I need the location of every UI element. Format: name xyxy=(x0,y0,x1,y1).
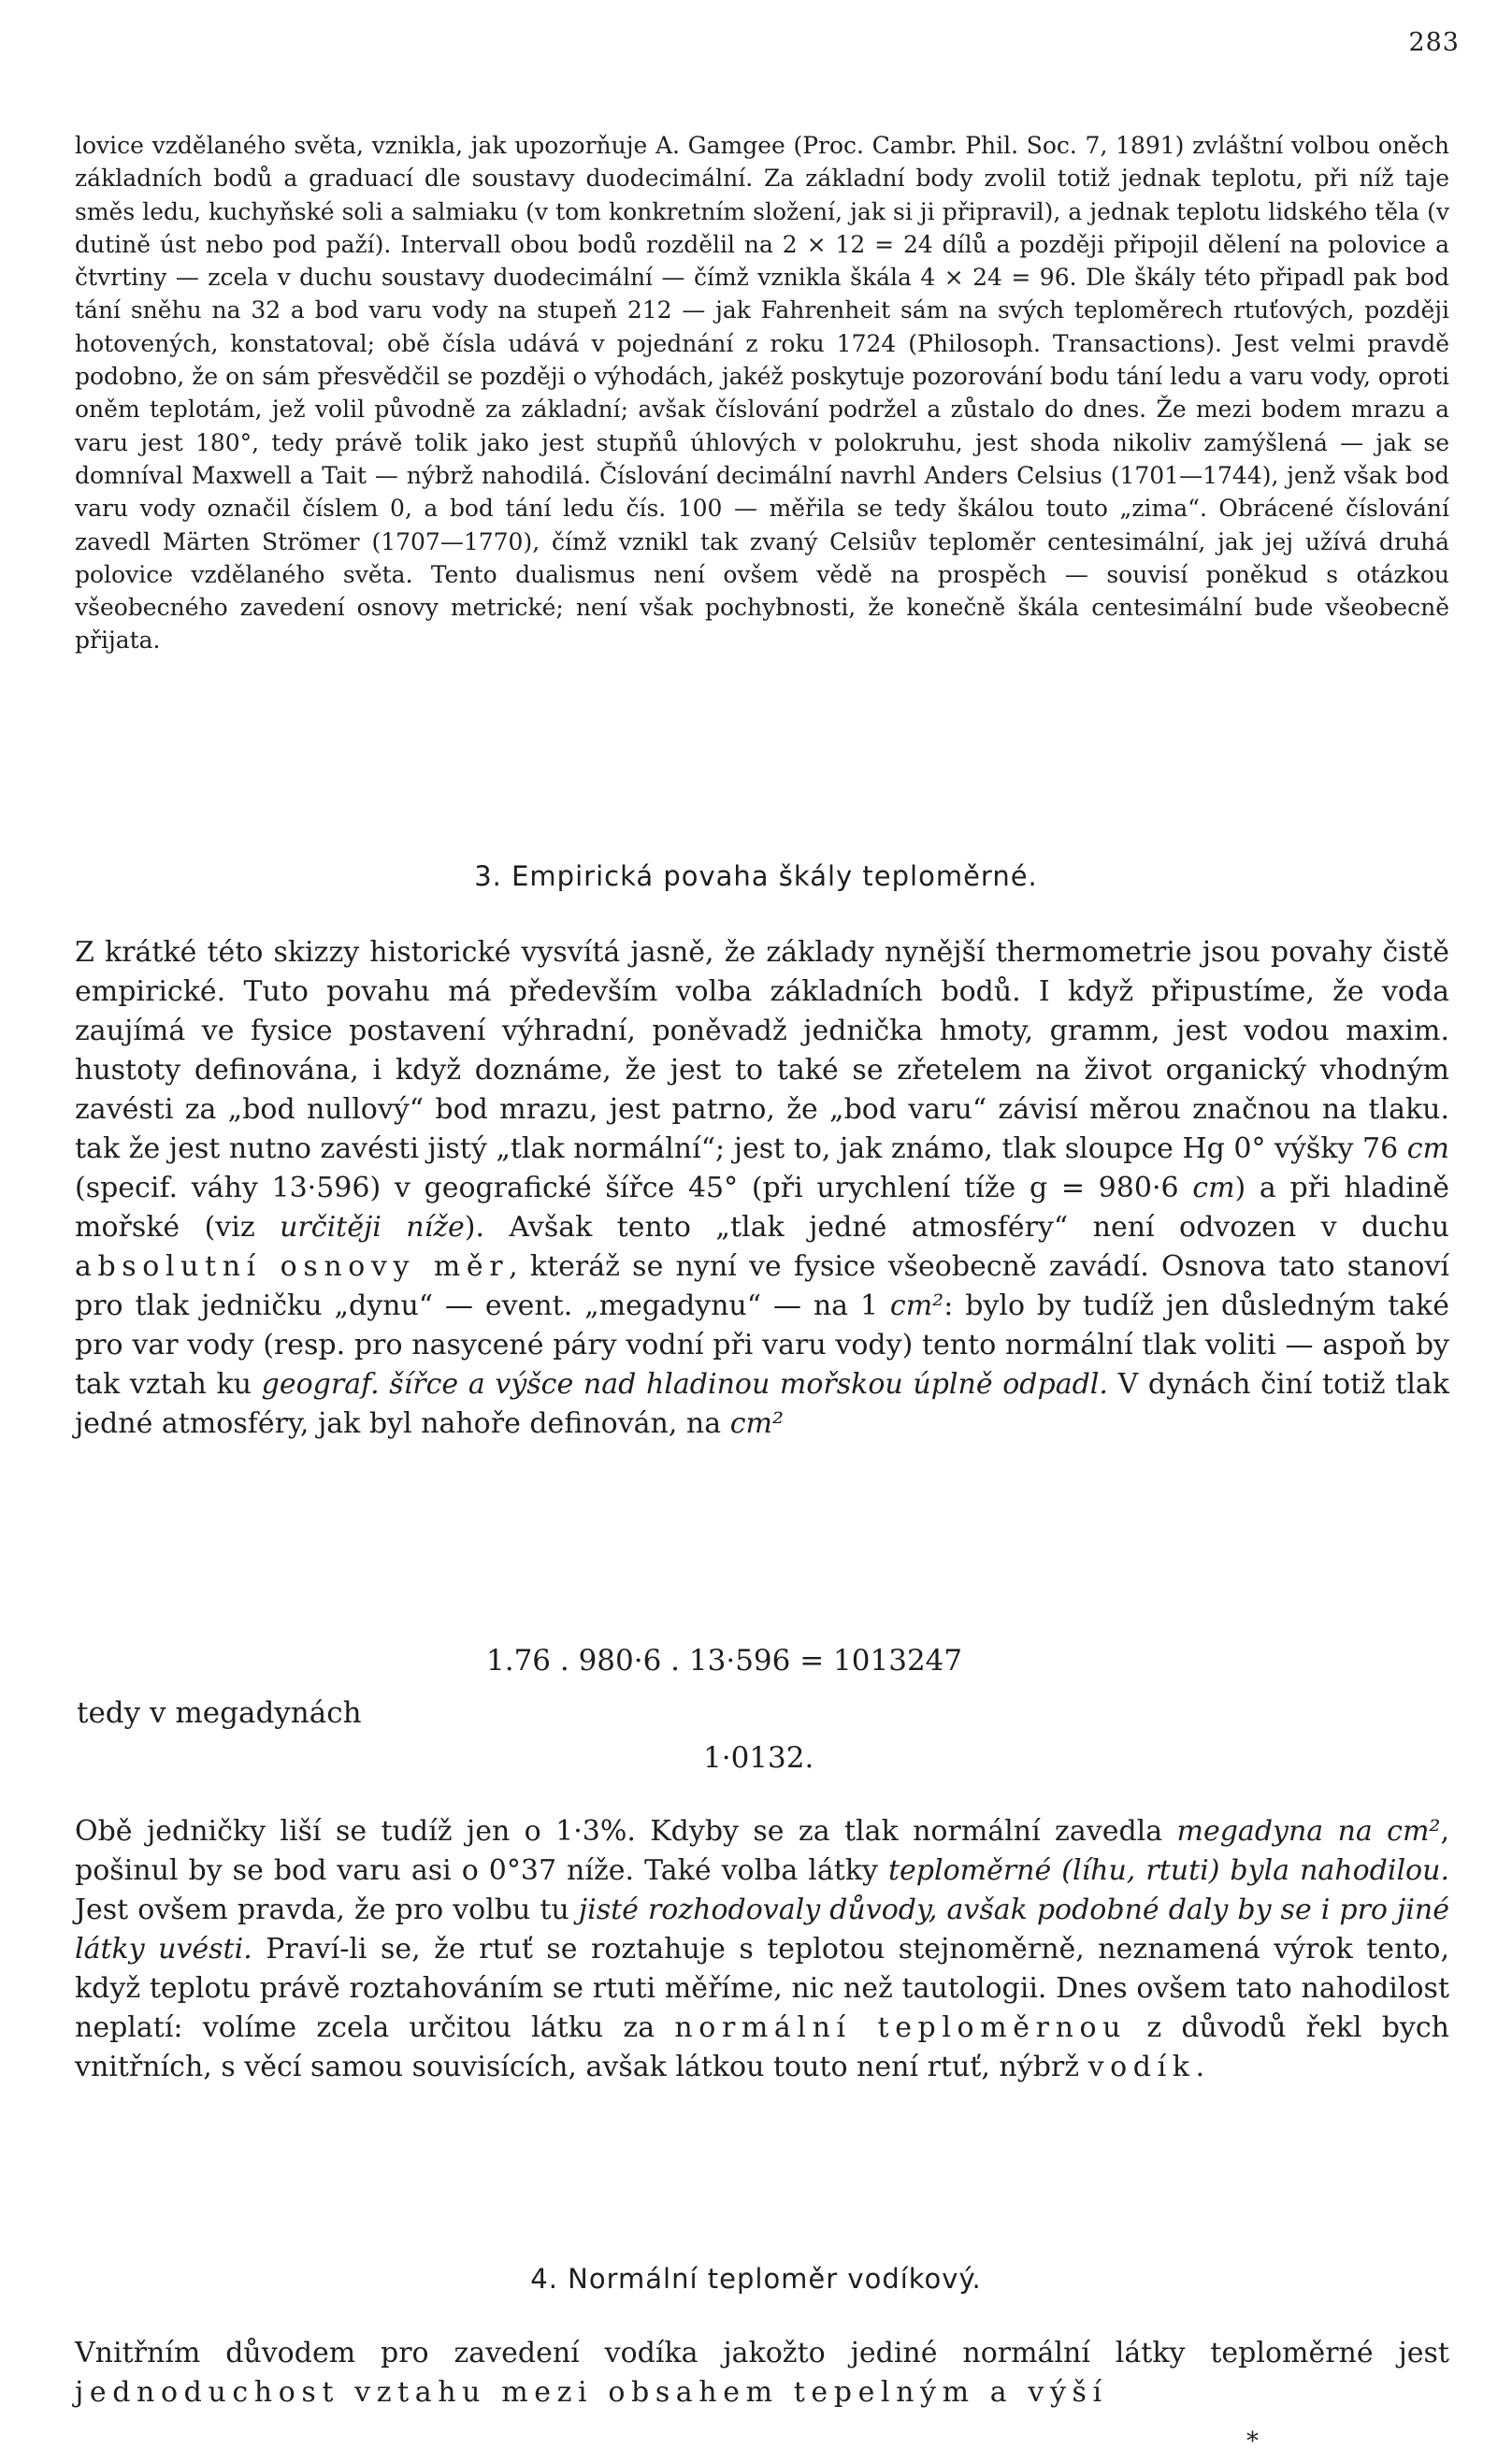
p2-text-e: ). Avšak tento „tlak jedné atmosféry“ není odvozen v duchu xyxy=(464,1211,1449,1244)
p3-emphasis-hydrogen: vodík. xyxy=(1087,2051,1211,2083)
p2-emphasis-absolute-system: absolutní osnovy měr xyxy=(75,1250,510,1283)
p2-text-a: Z krátké této skizzy historické vysvítá jasně, že základy nynější thermometrie jsou povahy čistě empirické. Tuto povahu má především volba základních bodů. I když připustíme, že voda zaujímá ve fysice postavení výhradní, poněvadž jednička hmoty, gramm, jest vodou maxim. hustoty definována, i když doznáme, že jest to také se zřetelem na život organický vhodným zavésti za „bod nullový“ bod mrazu, jest patrno, že „bod varu“ závisí měrou značnou na tlaku. tak že jest nutno zavésti jistý „tlak normální“; jest to, jak známo, tlak sloupce Hg 0° výšky 76 xyxy=(75,936,1449,1165)
p3-text-e: Jest ovšem pravda, že pro volbu tu xyxy=(75,1894,569,1926)
formula-line-1: 1.76 . 980·6 . 13·596 = 1013247 xyxy=(486,1644,963,1678)
paragraph-empirical xyxy=(75,933,1449,1444)
p2-unit-cm-2: cm xyxy=(1192,1172,1235,1204)
paragraph-units xyxy=(75,1812,1449,2087)
p4-text-a: Vnitřním důvodem pro zavedení vodíka jakožto jediné normální látky teploměrné jest xyxy=(75,2337,1449,2369)
p3-text-g: Praví-li se, že rtuť se roztahuje s teplotou stejnoměrně, neznamená výrok tento, když teplotu právě roztahováním se rtuti měříme, nic než tautologii. Dnes ovšem tato nahodilost neplatí: volíme zcela určitou látku za xyxy=(75,1933,1450,2044)
section-heading-3: 3. Empirická povaha škály teploměrné. xyxy=(474,860,1038,892)
p2-text-m: V dynách činí totiž tlak jedné atmosféry, jak byl nahoře definován, na xyxy=(75,1368,1449,1440)
p3-text-a: Obě jedničky liší se tudíž jen o 1·3%. Kdyby se za tlak normální zavedla xyxy=(75,1815,1163,1848)
p3-text-c: , pošinul by se bod varu asi o 0°37 níže. Také volba látky xyxy=(75,1815,1449,1887)
page-number: 283 xyxy=(1408,28,1460,57)
p3-text-f: jisté rozhodovaly důvody, avšak podobné daly by se i pro jiné látky uvésti. xyxy=(75,1894,1449,1966)
paragraph-history: lovice vzdělaného světa, vznikla, jak upozorňuje A. Gamgee (Proc. Cambr. Phil. Soc. 7, 1891) zvláštní volbou oněch základních bodů a graduací dle soustavy duodecimální. Za základní body zvolil totiž jednak teplotu, při níž taje směs ledu, kuchyňské soli a salmiaku (v tom konkretním složení, jak si ji připravil), a jednak teplotu lidského těla (v dutině úst nebo pod paží). Intervall obou bodů rozdělil na 2 × 12 = 24 dílů a později připojil dělení na polovice a čtvrtiny — zcela v duchu soustavy duodecimální — čímž vznikla škála 4 × 24 = 96. Dle škály této připadl pak bod tání sněhu na 32 a bod varu vody na stupeň 212 — jak Fahrenheit sám na svých teploměrech rtuťových, později hotovených, konstatoval; obě čísla udává v pojednání z roku 1724 (Philosoph. Transactions). Jest velmi pravdě podobno, že on sám přesvědčil se později o výhodách, jakéž poskytuje pozorování bodu tání ledu a varu vody, oproti oněm teplotám, jež volil původně za základní; avšak číslování podržel a zůstalo do dnes. Že mezi bodem mrazu a varu jest 180°, tedy právě tolik jako jest stupňů úhlových v polokruhu, jest shoda nikoliv zamýšlená — jak se domníval Maxwell a Tait — nýbrž nahodilá. Číslování decimální navrhl Anders Celsius (1701—1744), jenž však bod varu vody označil číslem 0, a bod tání ledu čís. 100 — měřila se tedy škálou touto „zima“. Obrácené číslování zavedl Märten Strömer (1707—1770), čímž vznikl tak zvaný Celsiův teploměr centesimální, jak jej užívá druhá polovice vzdělaného světa. Tento dualismus není ovšem vědě na prospěch — souvisí poněkud s otázkou všeobecného zavedení osnovy metrické; není však pochybnosti, že konečně škála centesimální bude všeobecně přijata. xyxy=(75,132,1449,655)
p3-text-k: z důvodů řekl bych vnitřních, s věcí samou souvisících, avšak látkou touto není rtuť, nýbrž xyxy=(75,2011,1449,2083)
paragraph-hydrogen xyxy=(75,2334,1449,2413)
p3-text-b: megadyna na cm² xyxy=(1176,1815,1441,1848)
p3-emphasis-normal-thermometric: normální teploměrnou xyxy=(674,2011,1128,2044)
section-heading-4: 4. Normální teploměr vodíkový. xyxy=(530,2263,982,2295)
p2-unit-cm2-b: cm² xyxy=(729,1407,784,1440)
p3-text-d: teploměrné (líhu, rtuti) byla nahodilou. xyxy=(887,1854,1449,1887)
p2-unit-cm-1: cm xyxy=(1406,1132,1449,1165)
p2-text-l: geograf. šířce a výšce nad hladinou mořskou úplně odpadl. xyxy=(261,1368,1108,1401)
footer-asterisk: * xyxy=(1246,2427,1259,2456)
p2-text-c: ) a při hladině mořské (viz xyxy=(75,1172,1450,1244)
p2-unit-cm2: cm² xyxy=(889,1289,944,1322)
p4-emphasis-simplicity: jednoduchost vztahu mezi obsahem tepelným a výší xyxy=(75,2376,1108,2409)
p2-text-k: : bylo by tudíž jen důsledným také pro var vody (resp. pro nasycené páry vodní při varu vody) tento normální tlak voliti — aspoň by tak vztah ku xyxy=(75,1289,1449,1401)
p2-text-g: , kteráž se nyní ve fysice všeobecně zavádí. Osnova tato stanoví pro tlak jedničku „dynu“ — event. „megadynu“ — na 1 xyxy=(75,1250,1449,1322)
formula-line-2: 1·0132. xyxy=(703,1741,814,1775)
p2-text-d: určitěji níže xyxy=(280,1211,465,1244)
formula-label: tedy v megadynách xyxy=(77,1696,362,1730)
p2-text-b: (specif. váhy 13·596) v geografické šířce 45° (při urychlení tíže g = 980·6 xyxy=(75,1172,1179,1204)
